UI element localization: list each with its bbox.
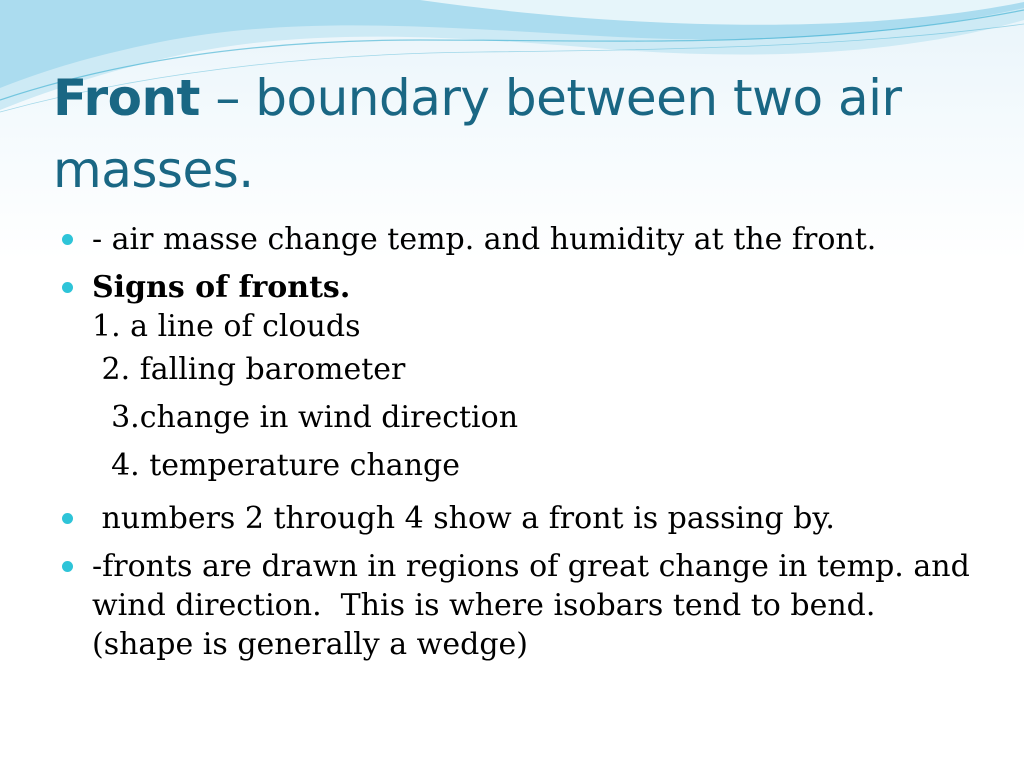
bullet-heading: Signs of fronts.: [92, 270, 351, 305]
bullet-item: [62, 547, 982, 664]
bullet-text: numbers 2 through 4 show a front is passing by.: [92, 501, 835, 536]
bullet-item: [62, 220, 982, 259]
bullet-dot-icon: [62, 513, 73, 524]
bullet-text: - air masse change temp. and humidity at the front.: [92, 222, 877, 257]
bullet-text: -fronts are drawn in regions of great change in temp. and wind direction. This is where isobars tend to bend. (shape is generally a wedge): [92, 549, 980, 662]
sign-line: 2. falling barometer: [92, 352, 406, 387]
bullet-dot-icon: [62, 282, 73, 293]
sign-line: 4. temperature change: [92, 448, 460, 483]
bullet-dot-icon: [62, 234, 73, 245]
bullet-list: [62, 220, 982, 664]
sign-line: 3.change in wind direction: [92, 400, 519, 435]
bullet-item-signs: [62, 268, 982, 490]
bullet-dot-icon: [62, 561, 73, 572]
title-definition: – boundary between two air masses.: [53, 69, 902, 199]
bullet-item: [62, 499, 982, 538]
title-keyword: Front: [53, 69, 200, 127]
sign-line: 1. a line of clouds: [92, 309, 361, 344]
slide-title: [53, 62, 993, 206]
